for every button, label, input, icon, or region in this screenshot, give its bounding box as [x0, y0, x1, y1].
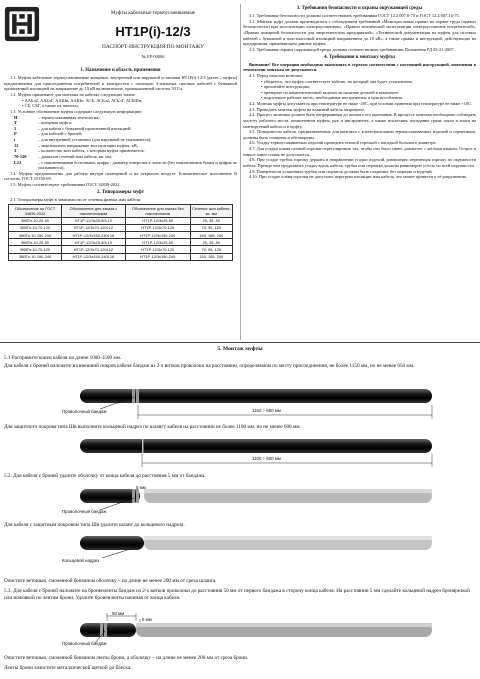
- table-cell: НТ1Р-12/3х150-240: [125, 253, 190, 260]
- table-cell: 3КВТп-10-150-240: [9, 231, 62, 238]
- para-5-1-3: Для защитного покрова типа Шв выполните кольцевой надрез по шлангу кабеля на расстоянии не более 1100 мм, но не менее 600 мм.: [4, 424, 301, 430]
- para-5-3-3: Ленты брони зачистите металлической щеткой до блеска.: [4, 665, 132, 671]
- def-value: – максимально напряжение эксплуатации муфты, кВ;: [38, 142, 138, 148]
- table-cell: 150, 185, 240: [190, 253, 232, 260]
- cable-types-1: • ААБл2, ААБлГ, ААШв, ААШп, АСБ, АСБл2, АСБлГ, АСБШв;: [22, 97, 143, 103]
- para-4-10: 4.10. При усадке пламя горелки не допускать перегрева изоляции жил кабеля, что может привести к её разрушению.: [249, 174, 468, 180]
- def-key: Т: [14, 120, 17, 126]
- table-cell: НТ1Р-12/3х25-50: [125, 217, 190, 224]
- para-4-8: 4.8. При усадке трубок горелку держать в направлении усадки изделий, равномерно перемещая горелку по окружности кабеля. Прежде чем продолжить усадку вдоль кабеля, трубка или перчатка должны равномерно усесть по всей окружности.: [243, 157, 476, 168]
- col-header: Обозначение для заказа с наконечниками: [61, 205, 125, 217]
- def-value: – количество жил кабеля, с которым муфта применяется;: [38, 148, 145, 154]
- cable-diagram-2: [40, 434, 440, 470]
- col-header: Обозначение по ГОСТ 34839-2022: [9, 205, 62, 217]
- para-5-1-2: Для кабеля с броней наложите на внешний покров кабеля бандаж из 2-х витков проволоки на расстоянии, определяемом по месту присоединения, не более 1150 мм, но не менее 650 мм.: [4, 363, 415, 369]
- bullet-3: • проверьте по комплектовочной ведомости наличие деталей в комплекте;: [261, 89, 400, 95]
- table-row: [9, 246, 233, 253]
- para-4-2: 4.2. Монтаж муфты допускается при температуре не ниже -20С, при условии хранения при температуре не ниже +10С.: [249, 101, 473, 106]
- wire-bandage-label-3: Проволочный бандаж: [62, 509, 107, 514]
- def-value: – для внутренней установки (для наружной не указывается);: [38, 137, 152, 142]
- para-4-9: 4.9. Поверхности усаженных трубок или перчаток должны быть гладкими, без морщин и вздутий.: [249, 168, 433, 174]
- cable-types-2: • СБ, СБГ, а также их аналоги;: [22, 103, 79, 109]
- document-number: № ЕР-00006: [141, 54, 165, 59]
- def-value: – концевая муфта;: [38, 120, 72, 126]
- dimension-label-1: 1150 ÷ 650 мм: [252, 408, 281, 413]
- table-cell: 3КВТп-10-25-50: [9, 217, 62, 224]
- table-cell: НТ1Р-12/3х25-50: [125, 239, 190, 246]
- table-cell: 25, 35, 50: [190, 239, 232, 246]
- table-cell: НТ1Р-12/3х150-240: [125, 231, 190, 238]
- wire-bandage-label-1: Проволочный бандаж: [62, 409, 107, 414]
- table-cell: НТ1Р-12/3х25-50L10: [61, 239, 125, 246]
- def-key: Р: [14, 131, 17, 137]
- table-cell: НТ1Р-12/3х70-120L12: [61, 246, 125, 253]
- def-key: 12: [14, 142, 19, 148]
- table-cell: 3КВТп-10-70-120: [9, 246, 62, 253]
- para-5-2-2: Для кабеля с защитным покровом типа Шв удалите шланг до кольцевого надреза.: [4, 522, 185, 528]
- table-cell: 150, 185, 240: [190, 231, 232, 238]
- warning-text: Внимание! Все операции необходимо выполнять в строгом соответствии с настоящей инструкцией, изменения в технологии монтажа не допускаются.: [243, 61, 476, 73]
- section-1-title: 1. Назначение и область применения: [80, 68, 161, 73]
- section-4-title: 4. Требования к монтажу муфты: [324, 54, 395, 60]
- table-cell: НТ1Р-12/3х70-120: [125, 224, 190, 231]
- section-2-title: 2. Типоразмеры муфт: [97, 189, 144, 195]
- para-5-3-1: 5.3. Для кабеля с броней наложите на броненленты бандаж из 2-х витков проволоки до расстояния 50 мм от первого бандажа в сторону конца кабеля. На расстоянии 5 мм сделайте кольцевой надрез бронярезкой или ножовкой по лентам брони. Удалите броненленты начиная от конца кабеля.: [4, 588, 470, 601]
- section-3-title: 3. Требования безопасности и охраны окружающей среды: [296, 6, 423, 11]
- table-cell: 3КВТп-10-25-50: [9, 239, 62, 246]
- cable-diagram-4: [40, 531, 440, 565]
- designation-list: [4, 115, 237, 171]
- dimension-label-3: 5 мм: [136, 485, 146, 490]
- def-value: – с наконечниками болтовыми, цифра - диаметр отверстия в лопасти (без наконечников буквы и цифры не указываются).: [38, 159, 237, 171]
- def-value: – для кабеля с бумажной пропитанной изоляцией;: [38, 125, 132, 131]
- def-key: L12: [14, 159, 22, 165]
- passport-heading: ПАСПОРТ-ИНСТРУКЦИЯ ПО МОНТАЖУ: [102, 44, 204, 50]
- para-1-1: 1.1. Муфты кабельные термоусаживаемые концевые, внутренней или наружной установки НТ1Р(i)-12/3 (далее – муфты) предназначены для присоединения потребителей к электросети с помощью 3-жильных силовых кабелей с бумажной пропитанной изоляцией на напряжение до 10 кВ включительно, промышленной частоты 50 Гц.: [4, 75, 237, 92]
- dimension-label-5b: 5 мм: [142, 617, 152, 622]
- product-title: НТ1Р(i)-12/3: [115, 24, 191, 39]
- section-5-title: 5. Монтаж муфты: [217, 346, 263, 352]
- page-fold-line: [0, 342, 480, 343]
- def-key: 70-120: [14, 153, 27, 159]
- bullet-4: • подготовьте рабочее место, необходимые инструменты и приспособления.: [261, 95, 403, 101]
- para-2-1: 2.1. Типоразмеры муфт в зависимости от сечения фазных жил кабеля:: [10, 196, 141, 202]
- para-4-3: 4.3. Проводить монтаж муфты на влажный кабель запрещено.: [249, 106, 365, 112]
- def-value: – диапазон сечений жил кабеля, кв. мм;: [38, 153, 112, 159]
- ring-cut-label: Кольцевой надрез: [62, 558, 100, 563]
- def-value: – для кабелей с броней;: [38, 131, 83, 137]
- table-cell: 70, 95, 120: [190, 246, 232, 253]
- para-5-2-3: Очистите ветошью, смоченной бензином оболочку – на длине не менее 200 мм от среза шланга.: [4, 578, 217, 584]
- table-header-row: [9, 205, 233, 217]
- table-cell: НТ1Р-12/3х150-240L16: [61, 253, 125, 260]
- sizes-table: [8, 204, 233, 260]
- col-header: Сечение жил кабеля, кв. мм: [190, 205, 232, 217]
- table-cell: НТ1Р-12/3х25-50L10: [61, 217, 125, 224]
- dimension-label-5a: 50 мм: [112, 611, 125, 616]
- para-1-2: 1.2. Муфты применяют для монтажа на кабелях следующих типов:: [10, 92, 136, 97]
- table-cell: 25, 35, 50: [190, 217, 232, 224]
- def-key: 1: [14, 125, 17, 131]
- company-logo-icon: [4, 6, 40, 42]
- para-4-1: 4.1. Перед началом монтажа:: [249, 72, 304, 78]
- table-cell: 3КВТп-10-70-120: [9, 224, 62, 231]
- def-key: 3: [14, 148, 17, 154]
- para-4-7: 4.7. Для усадки пламя газовой горелки отрегулировать так, чтобы оно было синее, размытое, с жёлтым языком. Острое и тонкое синее пламя не допускается.: [243, 146, 476, 157]
- def-key: i: [14, 137, 16, 142]
- bullet-2: • прочитайте инструкцию;: [261, 84, 311, 90]
- para-1-4: 1.4. Муфты предназначены для работы внутри помещений и на открытом воздухе. Климатическое исполнение В согласно ГОСТ 15150-69.: [4, 170, 237, 182]
- para-4-5: 4.5. Поверхности кабеля, предназначенные для контакта с клеем-расплавом термоусаживаемых изделий и герметиком, должны быть очищены и обезжирены.: [243, 129, 476, 140]
- header-subtitle: Муфты кабельные термоусаживаемые: [110, 10, 196, 16]
- para-1-5: 1.5. Муфты соответствуют требованиям ГОСТ 34839-2022.: [10, 182, 121, 187]
- dimension-label-2: 1100 ÷ 600 мм: [252, 456, 281, 461]
- def-value: – термоусаживаемая технология;: [38, 114, 100, 120]
- left-column: [4, 66, 237, 261]
- table-row: [9, 217, 233, 224]
- col-header: Обозначение для заказа без наконечников: [125, 205, 190, 217]
- bullet-1: • убедитесь, что муфта соответствует кабелю, на который она будет установлена;: [261, 78, 413, 84]
- table-cell: 70, 95, 120: [190, 224, 232, 231]
- table-row: [9, 239, 233, 246]
- table-row: [9, 231, 233, 238]
- table-row: [9, 224, 233, 231]
- para-4-6: 4.6. Усадку термоусаживаемых изделий проводить газовой горелкой с насадкой большого диаметра.: [249, 140, 437, 146]
- table-row: [9, 253, 233, 260]
- para-5-1-1: 5.1 Распрямите конец кабеля на длине 1000-1500 мм.: [4, 355, 122, 361]
- para-1-3: 1.3. Условное обозначение муфты содержит следующую информацию:: [10, 108, 143, 114]
- para-4-4: 4.4. Процесс монтажа должен быть непрерывным до полного его окончания. В процессе монтажа необходимо соблюдать чистоту рабочего места, компонентов муфты, рук и инструмента, а также исключить попадание грязи, пыли и влаги на монтируемый кабель и в муфту.: [243, 112, 476, 129]
- para-5-2-1: 5.2. Для кабеля с броней удалите оболочку от конца кабеля до расстояния 5 мм от бандажа.: [4, 473, 206, 479]
- para-3-2: 3.2. Монтаж муфт должен производиться с соблюдением требований «Межотраслевых правил по охране труда (правил безопасности) при эксплуатации электроустановок», «Правил технической эксплуатации электроустановок потребителей», «Правил пожарной безопасности для энергетических предприятий», «Технической документации на муфты для силовых кабелей с бумажной и пластмассовой изоляцией напряжением до 10 кВ», а также правил и инструкций, действующих на предприятии, применяющем данные муфты.: [243, 18, 476, 47]
- table-cell: НТ1Р-12/3х150-240L16: [61, 231, 125, 238]
- right-column: [243, 4, 476, 180]
- cable-diagram-1: [40, 385, 440, 423]
- table-cell: НТ1Р-12/3х70-120L12: [61, 224, 125, 231]
- def-key: Н: [14, 114, 18, 120]
- para-3-1: 3.1. Требования безопасности должны соответствовать требованиям ГОСТ 12.2.007.0-75 и ГОСТ 12.2.007.14-75.: [249, 13, 460, 19]
- table-cell: НТ1Р-12/3х70-120: [125, 246, 190, 253]
- para-3-3: 3.3. Требования охраны окружающей среды должны соответствовать требованиям Положения РД 03-21-2007.: [249, 46, 455, 52]
- wire-bandage-label-5: Проволочный бандаж: [62, 641, 107, 646]
- column-divider: [240, 4, 241, 340]
- para-5-3-2: Очистите ветошью, смоченной бензином ленты брони, а оболочку – на длине не менее 200 мм от среза брони.: [4, 655, 249, 661]
- table-cell: 3КВТп-10-150-240: [9, 253, 62, 260]
